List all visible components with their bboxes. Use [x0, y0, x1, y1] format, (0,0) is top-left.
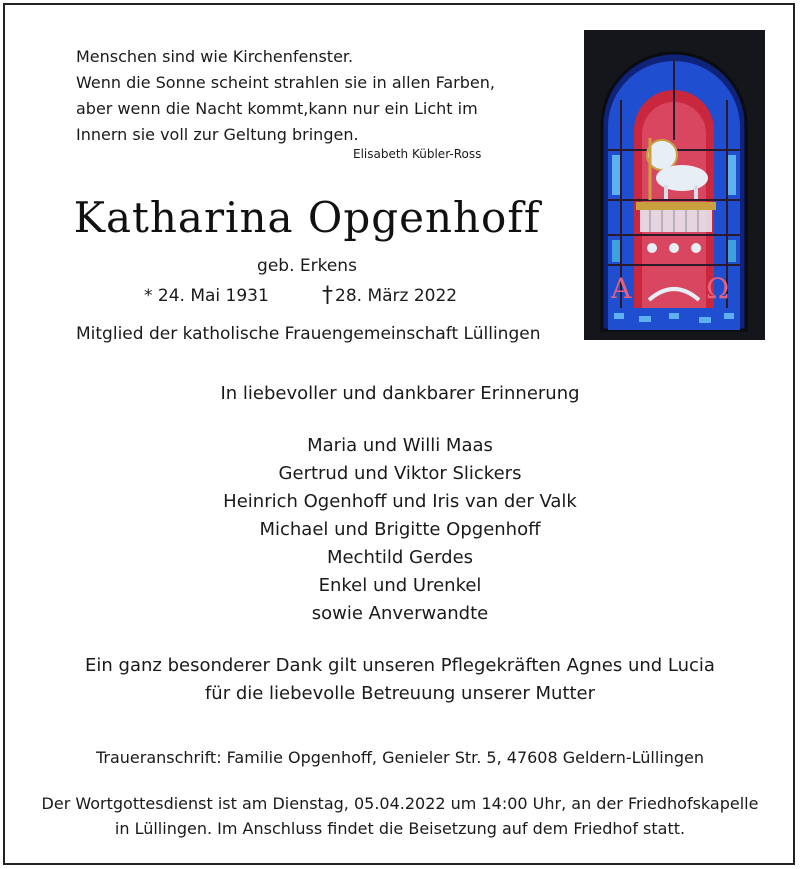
mourner: Heinrich Ogenhoff und Iris van der Valk — [223, 491, 577, 512]
quote — [76, 44, 516, 148]
thanks-note — [0, 652, 800, 708]
quote-line: Wenn die Sonne scheint strahlen sie in allen Farben, — [76, 73, 495, 92]
quote-author: Elisabeth Kübler-Ross — [353, 147, 482, 161]
service-line: in Lüllingen. Im Anschluss findet die Beisetzung auf dem Friedhof statt. — [114, 819, 686, 838]
birth-date: * 24. Mai 1931 — [144, 286, 269, 306]
mourner: sowie Anverwandte — [311, 603, 489, 624]
memory-line: In liebevoller und dankbarer Erinnerung — [220, 383, 580, 404]
maiden-name: geb. Erkens — [257, 256, 357, 276]
service-line: Der Wortgottesdienst ist am Dienstag, 05.04.2022 um 14:00 Uhr, an der Friedhofskapelle — [41, 794, 759, 813]
svg-text:A: A — [611, 272, 632, 305]
svg-text:Ω: Ω — [706, 272, 730, 305]
mourner: Mechtild Gerdes — [326, 547, 474, 568]
mourning-address: Traueranschrift: Familie Opgenhoff, Genieler Str. 5, 47608 Geldern-Lüllingen — [95, 748, 705, 767]
cross-icon: † — [322, 283, 333, 308]
mourner: Gertrud und Viktor Slickers — [278, 463, 522, 484]
quote-line: aber wenn die Nacht kommt,kann nur ein Licht im — [76, 99, 478, 118]
mourner: Maria und Willi Maas — [307, 435, 493, 456]
stained-glass-window-graphic — [584, 30, 765, 340]
death-date-line — [322, 283, 457, 308]
quote-line: Innern sie voll zur Geltung bringen. — [76, 125, 359, 144]
stained-glass-window-image — [584, 30, 765, 340]
thanks-line: Ein ganz besonderer Dank gilt unseren Pflegekräften Agnes und Lucia — [85, 655, 715, 676]
service-info — [0, 791, 800, 841]
mourner: Michael und Brigitte Opgenhoff — [259, 519, 541, 540]
mourner: Enkel und Urenkel — [318, 575, 482, 596]
membership: Mitglied der katholische Frauengemeinschaft Lüllingen — [76, 324, 541, 344]
mourners-list — [0, 432, 800, 628]
quote-line: Menschen sind wie Kirchenfenster. — [76, 47, 354, 66]
deceased-name: Katharina Opgenhoff — [73, 193, 541, 242]
thanks-line: für die liebevolle Betreuung unserer Mutter — [204, 683, 596, 704]
death-date: 28. März 2022 — [335, 286, 458, 306]
